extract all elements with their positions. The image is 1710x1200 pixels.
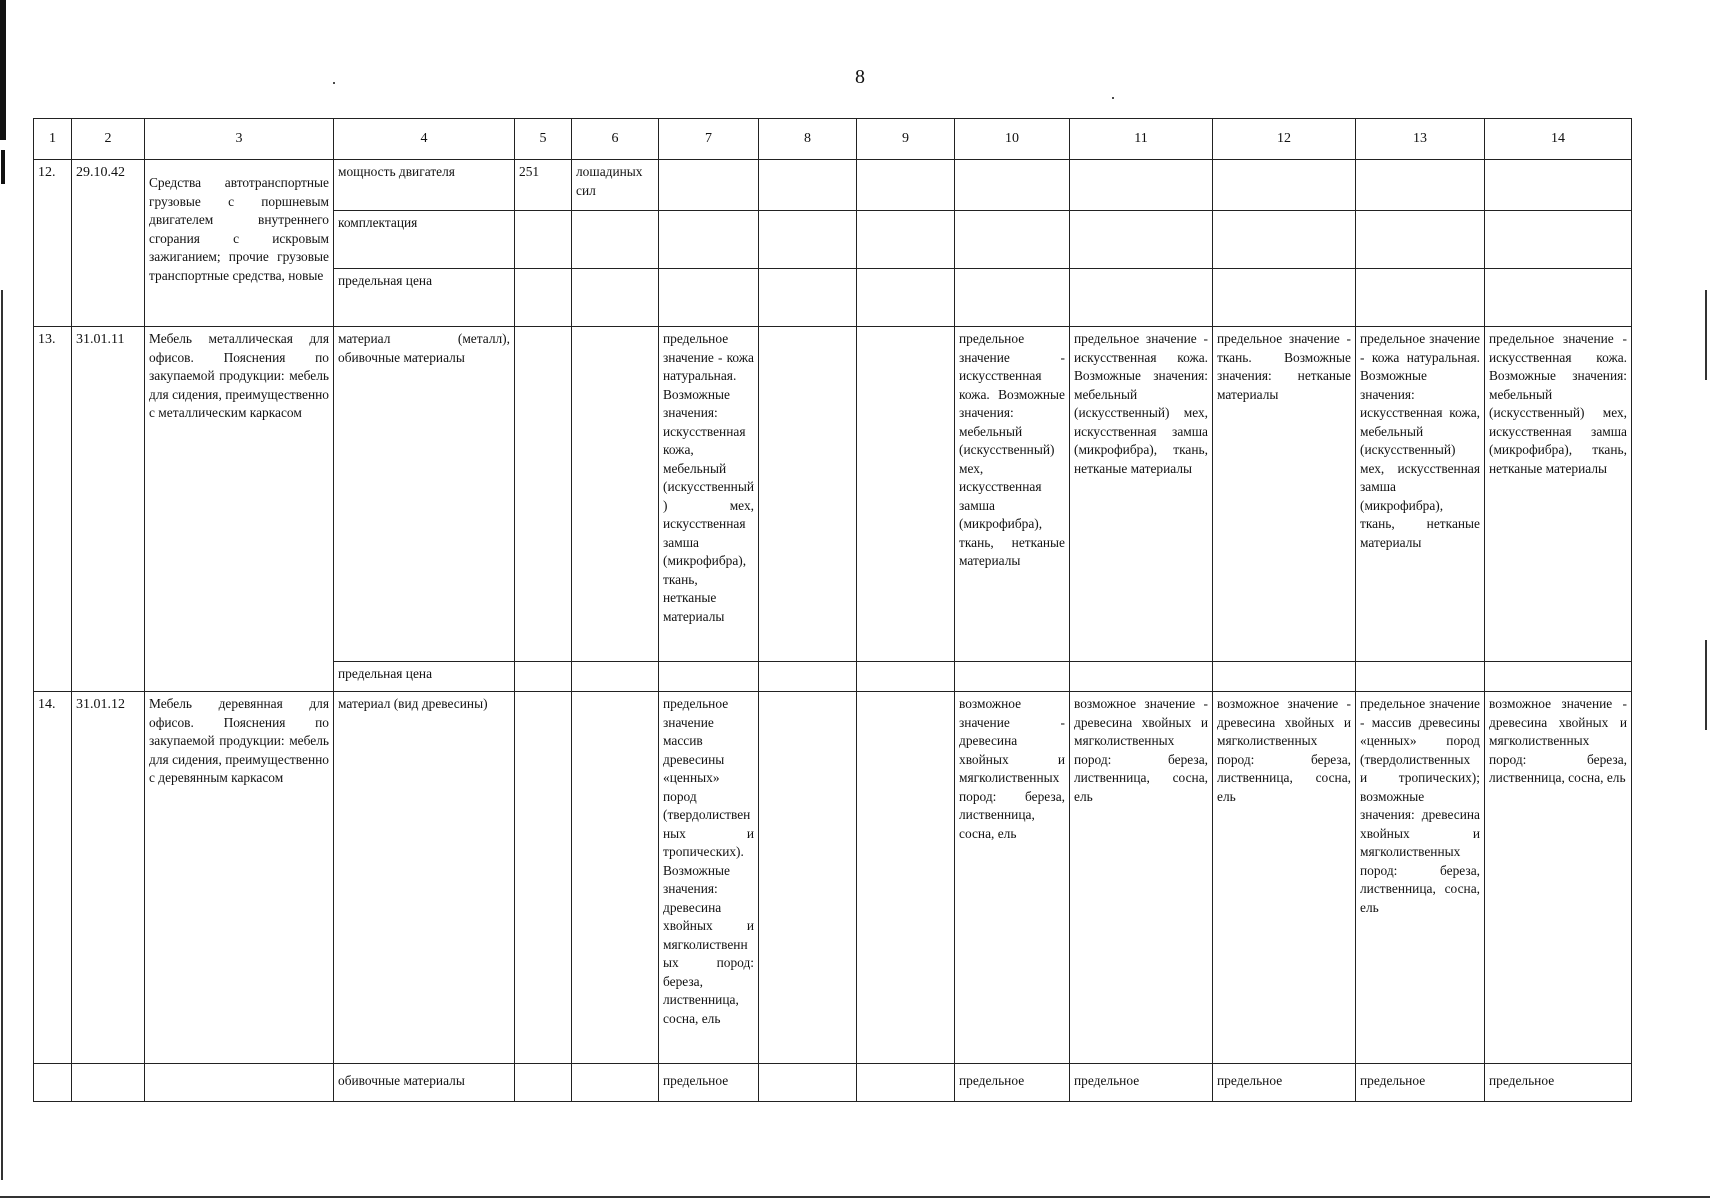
column-header: 14 xyxy=(1485,119,1632,160)
unit-name: лошадиных сил xyxy=(572,160,659,211)
value-cell: предельное xyxy=(955,1064,1070,1102)
row-number: 14. xyxy=(34,692,72,1064)
okpd-code: 31.01.11 xyxy=(72,327,145,692)
cell xyxy=(857,327,955,662)
column-header: 7 xyxy=(659,119,759,160)
cell xyxy=(515,692,572,1064)
cell xyxy=(1485,211,1632,269)
cell xyxy=(572,327,659,662)
value-cell: предельное xyxy=(1356,1064,1485,1102)
column-header: 10 xyxy=(955,119,1070,160)
cell xyxy=(659,269,759,327)
table-row xyxy=(34,327,1632,662)
cell xyxy=(572,692,659,1064)
value-cell: предельное значение - кожа натуральная. Возможные значения: искусственная кожа, мебельный (искусственный) мех, искусственная замша (микрофибра), ткань, нетканые материалы xyxy=(659,327,759,662)
cell xyxy=(1356,269,1485,327)
column-header: 2 xyxy=(72,119,145,160)
characteristic: комплектация xyxy=(334,211,515,269)
header-row xyxy=(34,119,1632,160)
cell xyxy=(1485,160,1632,211)
value-cell: предельное xyxy=(659,1064,759,1102)
column-header: 8 xyxy=(759,119,857,160)
product-name: Мебель деревянная для офисов. Пояснения по закупаемой продукции: мебель для сидения, преимущественно с деревянным каркасом xyxy=(145,692,334,1064)
cell xyxy=(857,160,955,211)
value-cell: возможное значение - древесина хвойных и мягколиственных пород: береза, лиственница, сосна, ель xyxy=(1070,692,1213,1064)
cell xyxy=(515,1064,572,1102)
characteristic: материал (металл), обивочные материалы xyxy=(334,327,515,662)
cell xyxy=(572,662,659,692)
cell xyxy=(1213,211,1356,269)
cell xyxy=(572,1064,659,1102)
scan-speck xyxy=(1112,97,1114,99)
column-header: 5 xyxy=(515,119,572,160)
scan-speck xyxy=(333,82,335,84)
cell xyxy=(1070,160,1213,211)
okpd-code: 29.10.42 xyxy=(72,160,145,327)
cell xyxy=(515,269,572,327)
cell xyxy=(1356,662,1485,692)
cell xyxy=(955,211,1070,269)
value-cell: предельное xyxy=(1070,1064,1213,1102)
cell xyxy=(34,1064,72,1102)
cell xyxy=(759,211,857,269)
cell xyxy=(759,160,857,211)
unit-code: 251 xyxy=(515,160,572,211)
cell xyxy=(1485,269,1632,327)
column-header: 11 xyxy=(1070,119,1213,160)
cell xyxy=(857,1064,955,1102)
characteristic: предельная цена xyxy=(334,269,515,327)
cell xyxy=(955,160,1070,211)
cell xyxy=(857,662,955,692)
cell xyxy=(515,662,572,692)
scan-edge-mark xyxy=(1,150,5,184)
cell xyxy=(659,662,759,692)
row-number: 12. xyxy=(34,160,72,327)
value-cell: предельное значение - массив древесины «ценных» пород (твердолиственных и тропических); возможные значения: древесина хвойных и мягколиственных пород: береза, лиственница, сосна, ель xyxy=(1356,692,1485,1064)
value-cell: возможное значение - древесина хвойных и мягколиственных пород: береза, лиственница, сосна, ель xyxy=(955,692,1070,1064)
value-cell: предельное значение - искусственная кожа. Возможные значения: мебельный (искусственный) мех, искусственная замша (микрофибра), ткань, нетканые материалы xyxy=(955,327,1070,662)
table-row xyxy=(34,1064,1632,1102)
value-cell: предельное значение - ткань. Возможные значения: нетканые материалы xyxy=(1213,327,1356,662)
column-header: 13 xyxy=(1356,119,1485,160)
value-cell: предельное значение - кожа натуральная. Возможные значения: искусственная кожа, мебельный (искусственный) мех, искусственная замша (микрофибра), ткань, нетканые материалы xyxy=(1356,327,1485,662)
product-name: Мебель металлическая для офисов. Пояснения по закупаемой продукции: мебель для сидения, преимущественно с металлическим каркасом xyxy=(145,327,334,692)
cell xyxy=(659,211,759,269)
column-header: 12 xyxy=(1213,119,1356,160)
cell xyxy=(759,1064,857,1102)
cell xyxy=(1070,662,1213,692)
cell xyxy=(1213,662,1356,692)
cell xyxy=(515,211,572,269)
cell xyxy=(857,269,955,327)
scan-edge-line xyxy=(1,290,3,1180)
value-cell: предельное значение - искусственная кожа. Возможные значения: мебельный (искусственный) мех, искусственная замша (микрофибра), ткань, нетканые материалы xyxy=(1070,327,1213,662)
page-number: 8 xyxy=(855,66,865,88)
cell xyxy=(515,327,572,662)
cell xyxy=(659,160,759,211)
cell xyxy=(1356,160,1485,211)
specification-table xyxy=(33,118,1632,1102)
cell xyxy=(572,211,659,269)
cell xyxy=(72,1064,145,1102)
characteristic: предельная цена xyxy=(334,662,515,692)
cell xyxy=(1213,269,1356,327)
value-cell: возможное значение - древесина хвойных и мягколиственных пород: береза, лиственница, сосна, ель xyxy=(1213,692,1356,1064)
cell xyxy=(759,662,857,692)
cell xyxy=(1356,211,1485,269)
value-cell: предельное значение массив древесины «ценных» пород (твердолиственных и тропических). Возможные значения: древесина хвойных и мягколиственных пород: береза, лиственница, сосна, ель xyxy=(659,692,759,1064)
scan-edge-mark xyxy=(0,0,6,140)
product-name: Средства автотранспортные грузовые с поршневым двигателем внутреннего сгорания с искровым зажиганием; прочие грузовые транспортные средства, новые xyxy=(145,160,334,327)
characteristic: материал (вид древесины) xyxy=(334,692,515,1064)
value-cell: предельное xyxy=(1485,1064,1632,1102)
cell xyxy=(1485,662,1632,692)
cell xyxy=(759,269,857,327)
characteristic: мощность двигателя xyxy=(334,160,515,211)
cell xyxy=(857,692,955,1064)
okpd-code: 31.01.12 xyxy=(72,692,145,1064)
cell xyxy=(857,211,955,269)
column-header: 9 xyxy=(857,119,955,160)
cell xyxy=(955,662,1070,692)
column-header: 3 xyxy=(145,119,334,160)
cell xyxy=(759,692,857,1064)
value-cell: возможное значение - древесина хвойных и мягколиственных пород: береза, лиственница, сосна, ель xyxy=(1485,692,1632,1064)
table-row xyxy=(34,692,1632,1064)
cell xyxy=(572,269,659,327)
cell xyxy=(1213,160,1356,211)
cell xyxy=(759,327,857,662)
table-row xyxy=(34,160,1632,211)
cell xyxy=(1070,211,1213,269)
scan-edge-mark xyxy=(1705,640,1707,730)
column-header: 1 xyxy=(34,119,72,160)
scan-edge-mark xyxy=(1705,290,1707,380)
characteristic: обивочные материалы xyxy=(334,1064,515,1102)
row-number: 13. xyxy=(34,327,72,692)
scan-bottom-edge xyxy=(0,1196,1710,1198)
value-cell: предельное значение - искусственная кожа. Возможные значения: мебельный (искусственный) мех, искусственная замша (микрофибра), ткань, нетканые материалы xyxy=(1485,327,1632,662)
value-cell: предельное xyxy=(1213,1064,1356,1102)
column-header: 4 xyxy=(334,119,515,160)
cell xyxy=(1070,269,1213,327)
column-header: 6 xyxy=(572,119,659,160)
cell xyxy=(955,269,1070,327)
cell xyxy=(145,1064,334,1102)
